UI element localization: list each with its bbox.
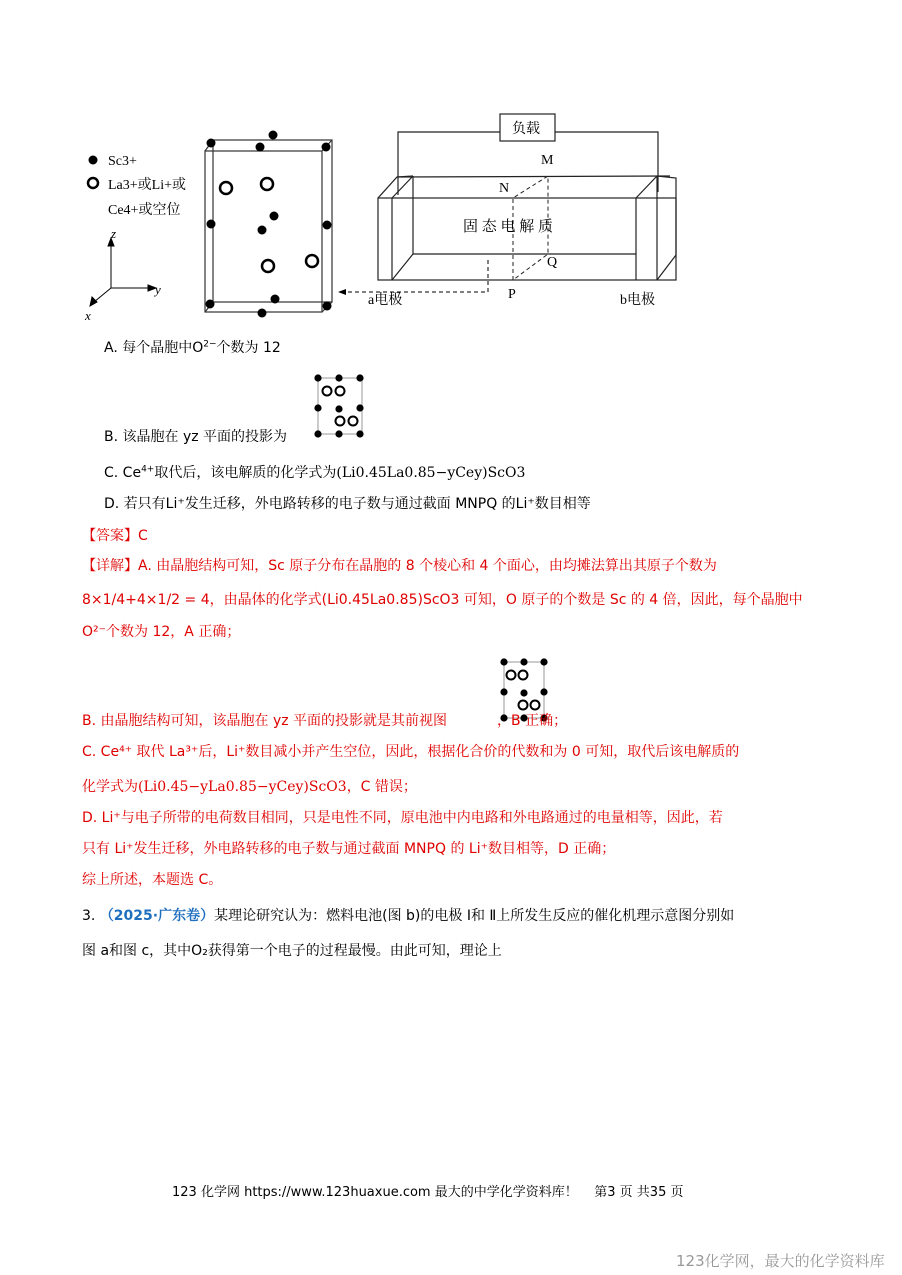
question-3-line1: 3. （2025·广东卷）某理论研究认为：燃料电池(图 b)的电极 Ⅰ和 Ⅱ上所发生反应的催化机理示意图分别如 xyxy=(82,908,735,924)
option-a: A. 每个晶胞中$O^{2-}$个数为 12 xyxy=(104,339,281,356)
axis-z-label: z xyxy=(111,226,117,241)
explanation-c-line2: 化学式为(Li0.45−yLa0.85−yCey)ScO3，C 错误； xyxy=(82,779,417,795)
answer: 【答案】C xyxy=(82,528,148,544)
legend-sc-label: Sc3+ xyxy=(108,154,137,169)
electrolyte-label: 固 态 电 解 质 xyxy=(463,219,554,235)
page-footer: 123 化学网 https://www.123huaxue.com 最大的中学化学资料库！ 第3 页 共35 页 xyxy=(172,1185,684,1200)
explanation-summary: 综上所述，本题选 C。 xyxy=(82,872,223,888)
explanation-a-line2: 8×1/4+4×1/2 = 4，由晶体的化学式(Li0.45La0.85)ScO3 可知，O 原子的个数是 Sc 的 4 倍，因此，每个晶胞中 xyxy=(82,592,803,608)
explanation-d-line2: 只有 Li⁺发生迁移，外电路转移的电子数与通过截面 MNPQ 的 Li⁺数目相等，D 正确； xyxy=(82,841,616,857)
axes-icon xyxy=(90,238,156,306)
question-3-line2: 图 a和图 c，其中O₂获得第一个电子的过程最慢。由此可知，理论上 xyxy=(82,943,502,959)
explanation-b: B. 由晶胞结构可知，该晶胞在 yz 平面的投影就是其前视图 ，B 正确； xyxy=(82,713,568,729)
legend-open-circle-icon xyxy=(88,178,98,188)
legend-open-label-2: Ce4+或空位 xyxy=(108,203,181,218)
watermark: 123化学网，最大的化学资料库 xyxy=(676,1252,885,1270)
explanation-c-line1: C. Ce⁴⁺ 取代 La³⁺后，Li⁺数目减小并产生空位，因此，根据化合价的代数和为 0 可知，取代后该电解质的 xyxy=(82,744,740,760)
explanation-d-line1: D. Li⁺与电子所带的电荷数目相同，只是电性不同，原电池中内电路和外电路通过的电量相等，因此，若 xyxy=(82,810,723,826)
explanation-a-line3: O²⁻个数为 12，A 正确； xyxy=(82,624,241,640)
battery-diagram xyxy=(378,114,676,280)
label-n: N xyxy=(499,181,510,196)
sc-dots xyxy=(206,131,332,318)
legend-solid-dot-icon xyxy=(89,156,98,165)
label-m: M xyxy=(541,153,554,168)
crystal-cell xyxy=(205,140,332,312)
page-number: 第3 页 共35 页 xyxy=(594,1185,684,1200)
label-q: Q xyxy=(547,255,558,270)
option-d: D. 若只有Li⁺发生迁移，外电路转移的电子数与通过截面 MNPQ 的Li⁺数目相等 xyxy=(104,496,591,512)
legend-open-label-1: La3+或Li+或 xyxy=(108,178,186,193)
dashed-arrow xyxy=(346,260,488,292)
electrode-a-label: a电极 xyxy=(368,293,403,308)
axis-x-label: x xyxy=(85,308,91,323)
electrode-b-label: b电极 xyxy=(620,293,655,308)
load-label: 负载 xyxy=(512,122,540,137)
option-b-projection-figure xyxy=(310,370,370,442)
axis-y-label: y xyxy=(155,282,161,297)
label-p: P xyxy=(508,287,516,302)
open-circles xyxy=(220,178,318,272)
option-c: C. $Ce^{4+}$取代后，该电解质的化学式为(Li0.45La0.85−yCey)ScO3 xyxy=(104,464,526,481)
option-b: B. 该晶胞在 yz 平面的投影为 xyxy=(104,429,288,445)
explanation-a-line1: 【详解】A. 由晶胞结构可知，Sc 原子分布在晶胞的 8 个棱心和 4 个面心，由均摊法算出其原子个数为 xyxy=(82,558,717,574)
crystal-and-battery-figure xyxy=(0,0,902,330)
